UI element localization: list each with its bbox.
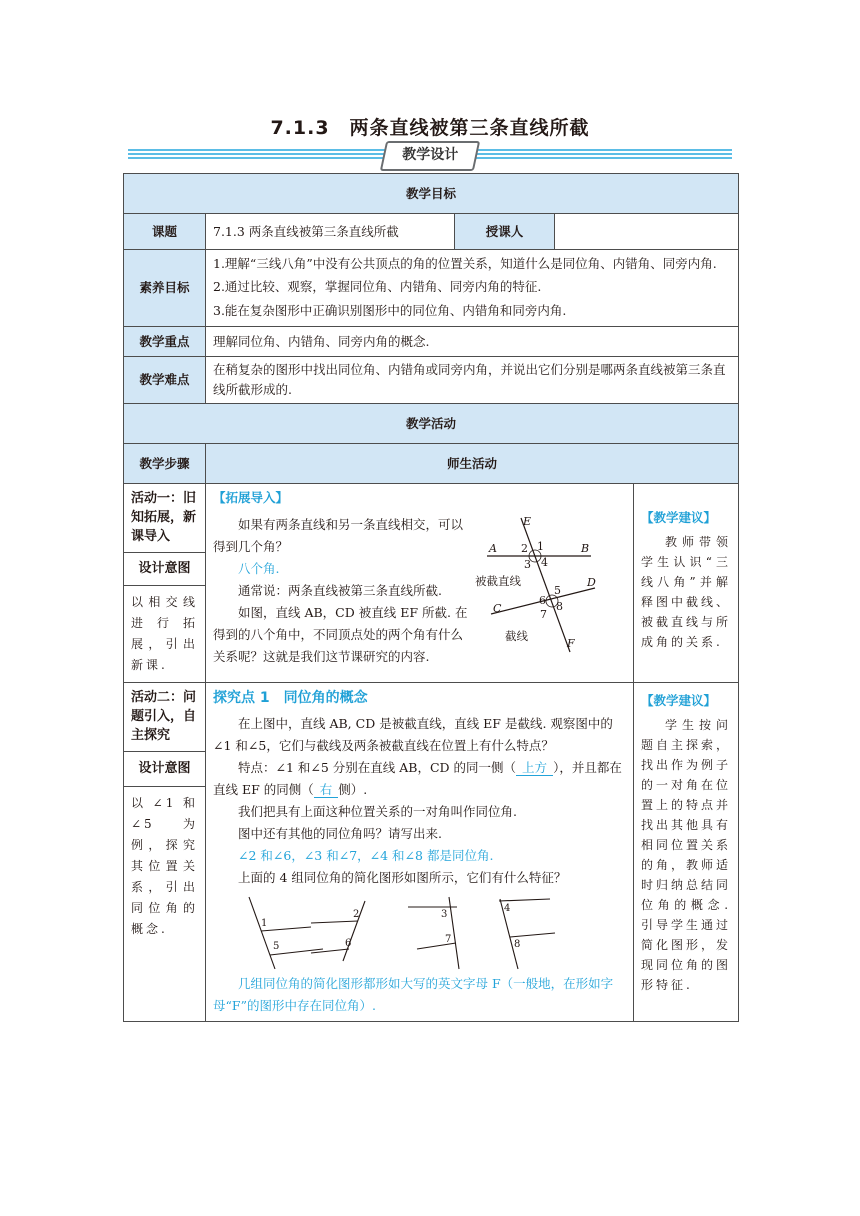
suggestion-text: 教师带领学生认识“三线八角”并解释图中截线、被截直线与所成角的关系. [641, 535, 732, 649]
teaching-design-label: 教学设计 [402, 147, 459, 163]
intro-p3: 如图，直线 AB，CD 被直线 EF 所截. 在得到的八个角中，不同顶点处的两个角有什么关系呢？这就是我们这节课研究的内容. [213, 605, 468, 664]
activity1-title: 活动一：旧知拓展，新课导入 [131, 491, 197, 544]
activity2-intent: 以∠1和∠5为例，探究其位置关系，引出同位角的概念. [131, 796, 198, 936]
literacy-item: 3.能在复杂图形中正确识别图形中的同位角、内错角和同旁内角. [213, 303, 567, 318]
activity2-title: 活动二：问题引入，自主探究 [131, 690, 197, 743]
a2-p1: 在上图中，直线 AB, CD 是被截直线，直线 EF 是截线. 观察图中的∠1 和∠5，它们与截线及两条被截直线在位置上有什么特点？ [213, 716, 613, 753]
suggestion-text: 学生按问题自主探索，找出作为例子的一对角在位置上的特点并找出其他具有相同位置关系的角，教师适时归纳总结同位角的概念. 引导学生通过简化图形，发现同位角的图形特征. [641, 718, 732, 992]
activity2-left [124, 683, 206, 1022]
activity2-content [206, 683, 634, 1022]
intro-p2: 通常说：两条直线被第三条直线所截. [238, 583, 442, 598]
a2-p6: 上面的 4 组同位角的简化图形如图所示，它们有什么特征？ [238, 870, 567, 885]
fig-label-b: B [581, 542, 590, 555]
corresponding-angles-figures [213, 893, 626, 971]
fig-angle-2: 2 [521, 542, 528, 555]
intro-question: 如果有两条直线和另一条直线相交，可以得到几个角？ [213, 517, 464, 554]
activity1-intent-label: 设计意图 [124, 552, 205, 586]
fig-angle-8: 8 [556, 600, 563, 613]
fig-angle-5: 5 [554, 584, 561, 597]
activity1-content [206, 484, 634, 683]
key-point-label: 教学重点 [124, 327, 206, 357]
a2-p4: 图中还有其他的同位角吗？请写出来. [238, 826, 442, 841]
fig-angle-4: 4 [541, 556, 548, 569]
fig-label-e: E [523, 515, 532, 528]
intro-tag: 【拓展导入】 [213, 490, 289, 505]
fig-label-d: D [587, 576, 596, 589]
difficulty-value: 在稍复杂的图形中找出同位角、内错角或同旁内角，并说出它们分别是哪两条直线被第三条直线所截形成的. [206, 357, 739, 404]
literacy-goals [206, 250, 739, 327]
blank-right: 右 [314, 782, 339, 798]
a2-p2: 特点：∠1 和∠5 分别在直线 AB，CD 的同一侧（ 上方 ），并且都在直线 EF 的同侧（ 右 侧）. [213, 760, 622, 797]
fig-cut-label: 被截直线 [475, 574, 521, 588]
literacy-item: 1.理解“三线八角”中没有公共顶点的角的位置关系，知道什么是同位角、内错角、同旁内角. [213, 256, 717, 271]
a2-p3: 我们把具有上面这种位置关系的一对角叫作同位角. [238, 804, 517, 819]
literacy-item: 2.通过比较、观察，掌握同位角、内错角、同旁内角的特征. [213, 279, 542, 294]
fig-label-f: F [567, 637, 575, 650]
activity2-intent-label: 设计意图 [124, 751, 205, 787]
literacy-label: 素养目标 [124, 250, 206, 327]
a2-p5: ∠2 和∠6，∠3 和∠7，∠4 和∠8 都是同位角. [238, 848, 494, 863]
fig-label-a: A [489, 542, 497, 555]
activity1-suggestion [634, 484, 739, 683]
difficulty-label: 教学难点 [124, 357, 206, 404]
activities-header: 教学活动 [124, 404, 739, 444]
teacher-label: 授课人 [455, 214, 555, 250]
fig-angle-7: 7 [540, 608, 547, 621]
blank-above: 上方 [516, 760, 553, 776]
simple-fig-angle-2: 2 [353, 909, 360, 920]
simple-fig-angle-7: 7 [445, 934, 452, 945]
topic-value: 7.1.3 两条直线被第三条直线所截 [206, 214, 455, 250]
activity1-intent: 以相交线进行拓展，引出新课. [131, 595, 198, 672]
exploration-heading: 探究点 1 同位角的概念 [213, 690, 368, 706]
a2-p7: 几组同位角的简化图形都形如大写的英文字母 F（一般地，在形如字母“F”的图形中存在同位角）. [213, 976, 614, 1013]
key-point-value: 理解同位角、内错角、同旁内角的概念. [206, 327, 739, 357]
steps-label: 教学步骤 [124, 444, 206, 484]
fig-angle-1: 1 [537, 540, 544, 553]
simple-fig-angle-4: 4 [504, 903, 511, 914]
simple-fig-angle-5: 5 [273, 941, 280, 952]
topic-label: 课题 [124, 214, 206, 250]
activity2-suggestion [634, 683, 739, 1022]
three-lines-eight-angles-figure [473, 514, 608, 668]
suggestion-tag: 【教学建议】 [641, 693, 717, 708]
fig-label-c: C [493, 602, 502, 615]
simple-fig-angle-6: 6 [345, 938, 352, 949]
fig-angle-3: 3 [524, 558, 531, 571]
lesson-plan-table [123, 173, 739, 1022]
intro-answer: 八个角. [238, 561, 280, 576]
teacher-value [555, 214, 739, 250]
fig-transversal-label: 截线 [505, 629, 528, 643]
simple-fig-angle-1: 1 [261, 918, 268, 929]
goals-header: 教学目标 [124, 174, 739, 214]
page-title: 7.1.3 两条直线被第三条直线所截 [270, 117, 590, 139]
fig-angle-6: 6 [539, 594, 546, 607]
activity1-left [124, 484, 206, 683]
simple-fig-angle-8: 8 [514, 939, 521, 950]
teacher-student-label: 师生活动 [206, 444, 739, 484]
teaching-design-tag [380, 141, 480, 171]
simple-fig-angle-3: 3 [441, 909, 448, 920]
suggestion-tag: 【教学建议】 [641, 510, 717, 525]
